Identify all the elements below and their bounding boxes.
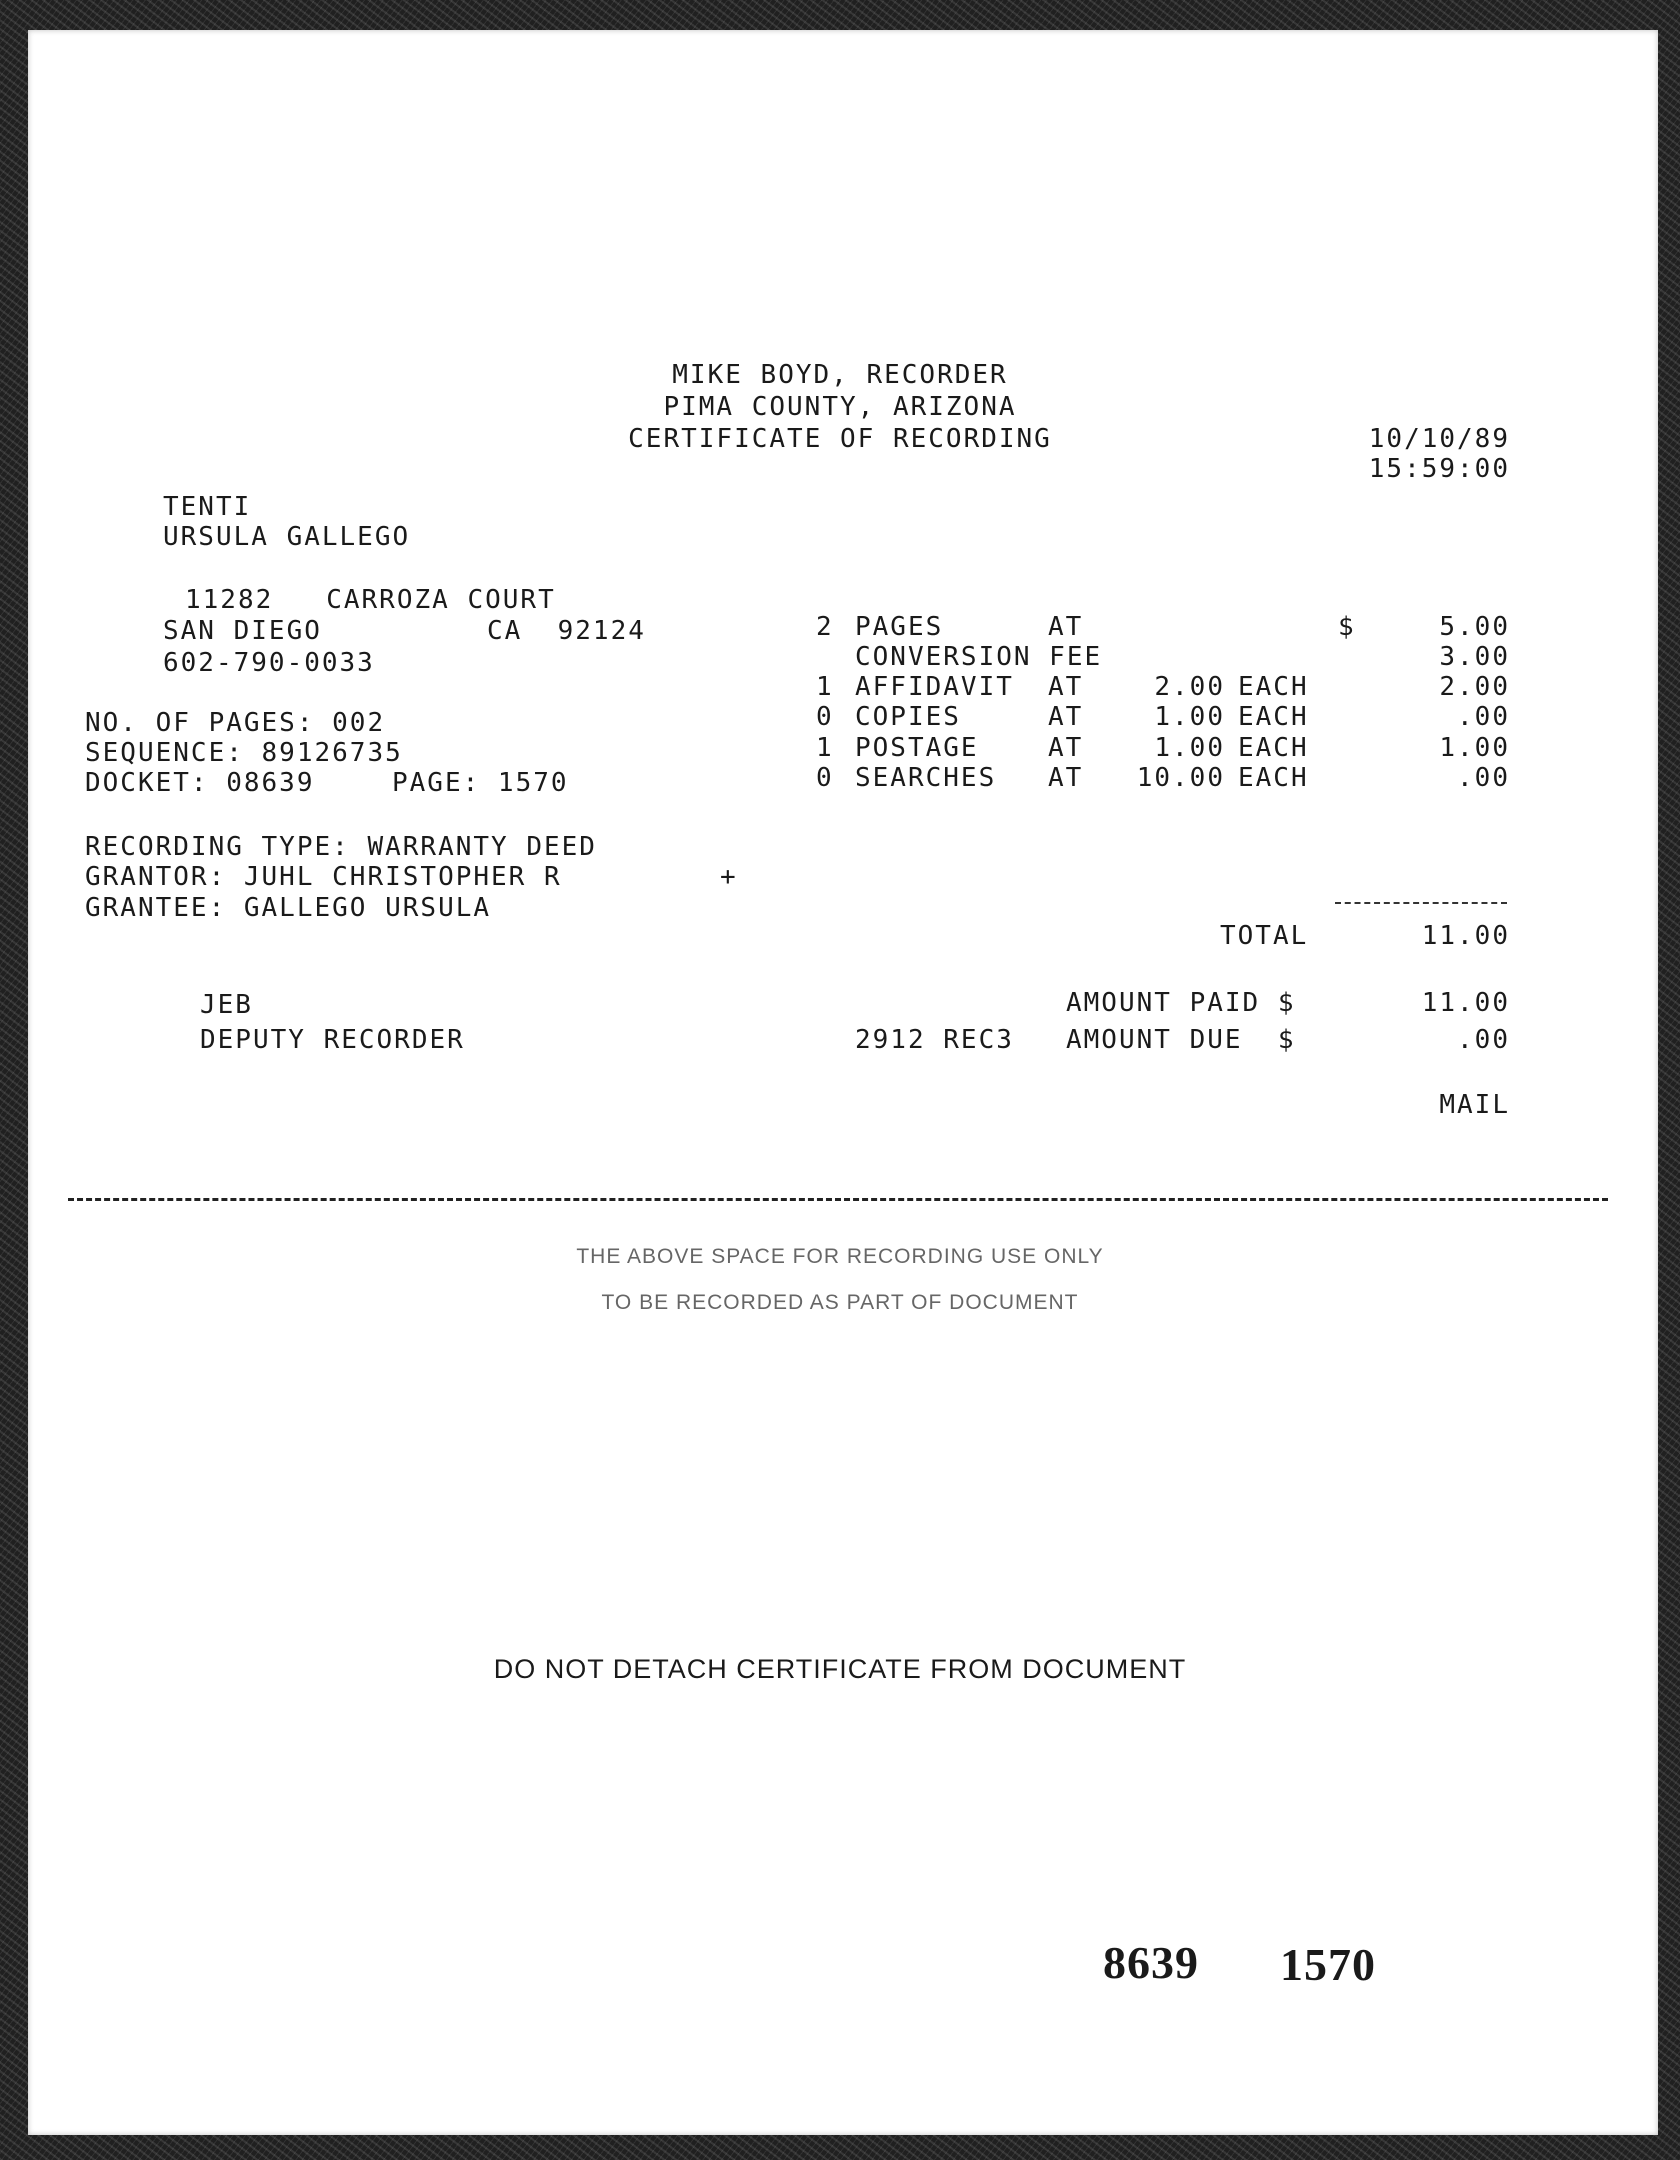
fee-qty: 0 [816, 702, 834, 732]
number-of-pages: NO. OF PAGES: 002 [85, 708, 386, 738]
addressee-line1: TENTI [163, 492, 252, 522]
deputy-title: DEPUTY RECORDER [200, 1025, 465, 1055]
fee-at: AT [1048, 612, 1084, 642]
stamp-page: 1570 [1280, 1939, 1376, 1990]
fee-rate: 1.00 [1154, 702, 1225, 732]
record-time: 15:59:00 [1368, 454, 1510, 484]
delivery-method: MAIL [1439, 1090, 1510, 1120]
fee-each: EACH [1238, 763, 1309, 793]
grantor: GRANTOR: JUHL CHRISTOPHER R [85, 862, 562, 892]
addressee-phone: 602-790-0033 [163, 648, 375, 678]
register-code: 2912 REC3 [855, 1025, 1014, 1055]
fee-rate: 10.00 [1136, 763, 1225, 793]
recorder-name: MIKE BOYD, RECORDER [672, 360, 1008, 390]
addressee-street: 11282 CARROZA COURT [185, 585, 556, 615]
deputy-initials: JEB [200, 990, 253, 1020]
recording-type: RECORDING TYPE: WARRANTY DEED [85, 832, 597, 862]
fee-each: EACH [1238, 672, 1309, 702]
fee-amount: 3.00 [1439, 642, 1510, 672]
fee-qty: 2 [816, 612, 834, 642]
page-number: PAGE: 1570 [392, 768, 569, 798]
amount-due-value: .00 [1457, 1025, 1510, 1055]
amount-due-label: AMOUNT DUE $ [1066, 1025, 1296, 1055]
separator-line [68, 1198, 1608, 1201]
fee-amount: 1.00 [1439, 733, 1510, 763]
certificate-page [28, 30, 1658, 2135]
fee-dollar-sign: $ [1338, 612, 1356, 642]
detach-warning: DO NOT DETACH CERTIFICATE FROM DOCUMENT [493, 1654, 1187, 1684]
fee-amount: 2.00 [1439, 672, 1510, 702]
fee-amount: .00 [1457, 702, 1510, 732]
fee-amount: .00 [1457, 763, 1510, 793]
record-date: 10/10/89 [1368, 424, 1510, 454]
total-rule [1335, 902, 1507, 904]
fee-rate: 1.00 [1154, 733, 1225, 763]
fee-desc: CONVERSION FEE [855, 642, 1103, 672]
fee-desc: AFFIDAVIT [855, 672, 1014, 702]
sequence-number: SEQUENCE: 89126735 [85, 738, 403, 768]
fee-at: AT [1048, 733, 1084, 763]
fee-at: AT [1048, 763, 1084, 793]
total-label: TOTAL [1220, 921, 1309, 951]
docket-number: DOCKET: 08639 [85, 768, 315, 798]
amount-paid-label: AMOUNT PAID $ [1066, 988, 1296, 1018]
addressee-line2: URSULA GALLEGO [163, 522, 411, 552]
fee-qty: 1 [816, 672, 834, 702]
total-value: 11.00 [1421, 921, 1510, 951]
addressee-city: SAN DIEGO [163, 616, 322, 646]
fee-qty: 0 [816, 763, 834, 793]
plus-mark: + [720, 862, 738, 892]
stamp-docket: 8639 [1103, 1937, 1199, 1988]
fee-desc: SEARCHES [855, 763, 997, 793]
fee-at: AT [1048, 672, 1084, 702]
fee-amount: 5.00 [1439, 612, 1510, 642]
notice-line1: THE ABOVE SPACE FOR RECORDING USE ONLY [576, 1245, 1104, 1268]
amount-paid-value: 11.00 [1421, 988, 1510, 1018]
certificate-title: CERTIFICATE OF RECORDING [628, 424, 1052, 454]
grantee: GRANTEE: GALLEGO URSULA [85, 893, 492, 923]
addressee-state-zip: CA 92124 [487, 616, 646, 646]
fee-desc: POSTAGE [855, 733, 979, 763]
fee-desc: PAGES [855, 612, 944, 642]
fee-rate: 2.00 [1154, 672, 1225, 702]
fee-each: EACH [1238, 702, 1309, 732]
fee-desc: COPIES [855, 702, 961, 732]
notice-line2: TO BE RECORDED AS PART OF DOCUMENT [601, 1291, 1079, 1314]
county-name: PIMA COUNTY, ARIZONA [663, 392, 1017, 422]
fee-at: AT [1048, 702, 1084, 732]
fee-qty: 1 [816, 733, 834, 763]
fee-each: EACH [1238, 733, 1309, 763]
